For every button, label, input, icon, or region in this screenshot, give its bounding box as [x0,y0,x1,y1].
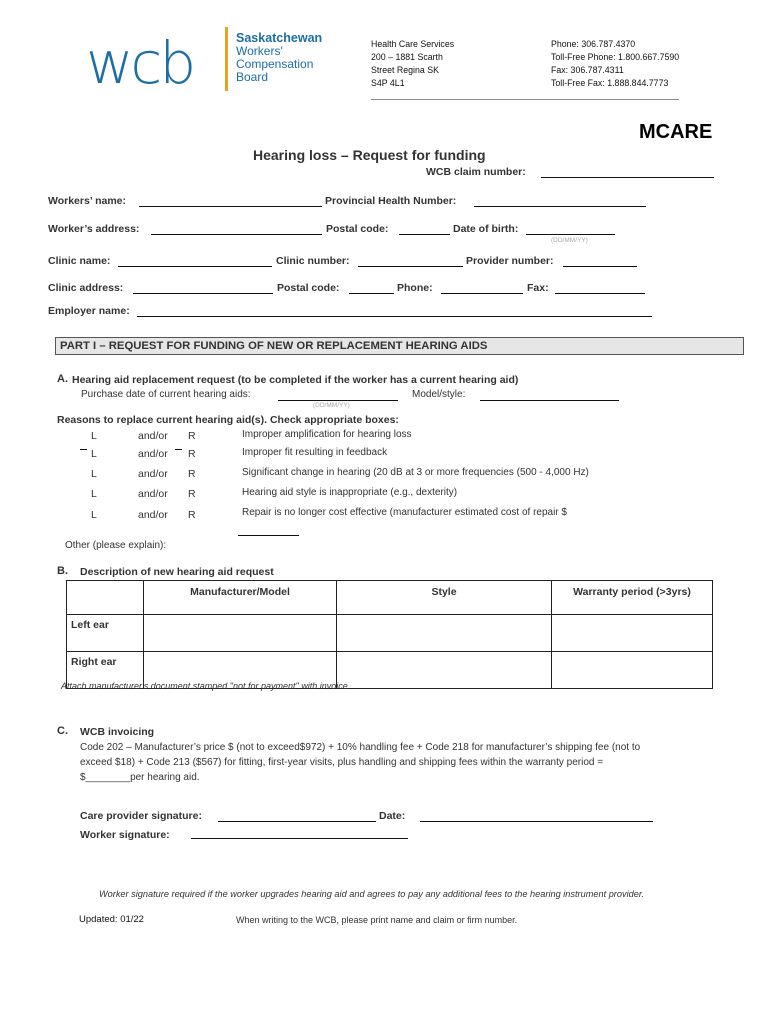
row-label-right-ear: Right ear [67,652,144,689]
invoice-text-line-2: exceed $18) + Code 213 ($567) for fitting, first-year visits, plus handling and shipping fees within the warranty period = [80,757,604,768]
part1-header [55,337,744,355]
andor-label: and/or [138,468,168,480]
purchase-date-label: Purchase date of current hearing aids: [81,389,251,400]
postal-code-label: Postal code: [326,223,389,235]
reasons-title: Reasons to replace current hearing aid(s). Check appropriate boxes: [57,414,399,426]
phone-label: Phone: [397,282,433,294]
dob-label: Date of birth: [453,223,519,235]
tick-mark [175,449,182,450]
org-line-4: Board [236,70,269,84]
amount-field[interactable]: $________ [80,772,131,783]
header-warranty: Warranty period (>3yrs) [552,581,713,615]
repair-cost-field[interactable] [238,535,299,536]
tick-mark [80,449,87,450]
org-line-3: Compensation [236,57,314,71]
footer-note: Worker signature required if the worker upgrades hearing aid and agrees to pay any additional fees to the hearing instrument provider. [99,889,645,899]
form-code: MCARE [639,121,713,143]
model-style-field[interactable] [480,400,619,401]
clinic-number-label: Clinic number: [276,255,350,267]
right-checkbox[interactable]: R [188,488,196,500]
other-label: Other (please explain): [65,540,167,551]
page-title: Hearing loss – Request for funding [253,147,486,163]
left-ear-manufacturer-cell[interactable] [144,615,337,652]
left-ear-style-cell[interactable] [337,615,552,652]
date-field[interactable] [420,821,653,822]
reason-text: Significant change in hearing (20 dB at 3 or more frequencies (500 - 4,000 Hz) [242,467,589,478]
care-signature-field[interactable] [218,821,376,822]
address-line: Health Care Services [371,39,455,49]
andor-label: and/or [138,430,168,442]
section-a-title: Hearing aid replacement request (to be completed if the worker has a current hearing aid) [72,374,519,386]
header-cell-empty [67,581,144,615]
andor-label: and/or [138,448,168,460]
contact-line: Toll-Free Fax: 1.888.844.7773 [551,78,669,88]
right-ear-style-cell[interactable] [337,652,552,689]
phone-field[interactable] [441,293,523,294]
andor-label: and/or [138,488,168,500]
table-header-row [67,581,713,615]
updated-date: Updated: 01/22 [79,914,144,925]
contact-line: Fax: 306.787.4311 [551,65,624,75]
left-checkbox[interactable]: L [91,509,97,521]
contact-line: Toll-Free Phone: 1.800.667.7590 [551,52,680,62]
provider-number-label: Provider number: [466,255,554,267]
care-signature-label: Care provider signature: [80,810,202,822]
right-checkbox[interactable]: R [188,430,196,442]
reason-text: Improper fit resulting in feedback [242,447,388,458]
contact-line: Phone: 306.787.4370 [551,39,636,49]
section-a-letter: A. [57,373,68,385]
part1-title: PART I – REQUEST FOR FUNDING OF NEW OR REPLACEMENT HEARING AIDS [60,340,488,352]
provider-number-field[interactable] [563,266,637,267]
reason-text: Repair is no longer cost effective (manufacturer estimated cost of repair $ [242,507,567,518]
header-style: Style [337,581,552,615]
claim-number-label: WCB claim number: [426,166,526,178]
section-b-title: Description of new hearing aid request [80,566,274,578]
hearing-aid-table [66,580,713,689]
invoice-text-line-3 [80,772,200,783]
model-style-label: Model/style: [412,389,466,400]
section-b-letter: B. [57,565,68,577]
date-label: Date: [379,810,406,822]
clinic-postal-field[interactable] [349,293,394,294]
address-line: Street Regina SK [371,65,439,75]
worker-address-field[interactable] [151,234,322,235]
attach-note: Attach manufacturer's document stamped "not for payment" with invoice. [61,681,351,691]
header-rule [371,99,679,100]
office-address [371,38,454,90]
reason-text: Improper amplification for hearing loss [242,429,412,440]
section-c-letter: C. [57,725,68,737]
invoice-text-line-1: Code 202 – Manufacturer’s price $ (not to exceed$972) + 10% handling fee + Code 218 for manufacturer’s shipping fee (not to [80,742,641,753]
reason-text: Hearing aid style is inappropriate (e.g., dexterity) [242,487,458,498]
dob-format-hint: (DD/MM/YY) [551,237,588,244]
clinic-address-field[interactable] [133,293,273,294]
row-label-left-ear: Left ear [67,615,144,652]
fax-field[interactable] [555,293,645,294]
clinic-number-field[interactable] [358,266,463,267]
worker-address-label: Worker’s address: [48,223,140,235]
table-row [67,615,713,652]
clinic-address-label: Clinic address: [48,282,124,294]
clinic-name-label: Clinic name: [48,255,111,267]
employer-field[interactable] [137,316,652,317]
left-ear-warranty-cell[interactable] [552,615,713,652]
right-ear-warranty-cell[interactable] [552,652,713,689]
left-checkbox[interactable]: L [91,468,97,480]
dob-field[interactable] [526,234,615,235]
right-checkbox[interactable]: R [188,509,196,521]
health-number-field[interactable] [474,206,646,207]
left-checkbox[interactable]: L [91,488,97,500]
wcb-logo: wcb [86,29,194,97]
fax-label: Fax: [527,282,549,294]
claim-number-field[interactable] [541,177,714,178]
per-aid-text: per hearing aid. [130,772,200,783]
address-line: 200 – 1881 Scarth [371,52,443,62]
org-line-1: Saskatchewan [236,31,323,45]
header-manufacturer: Manufacturer/Model [144,581,337,615]
contact-numbers [551,38,679,90]
worker-signature-label: Worker signature: [80,829,170,841]
left-checkbox[interactable]: L [91,430,97,442]
org-name [236,32,322,84]
andor-label: and/or [138,509,168,521]
postal-code-field[interactable] [399,234,450,235]
workers-name-label: Workers’ name: [48,195,127,207]
employer-label: Employer name: [48,305,130,317]
worker-signature-field[interactable] [191,838,408,839]
logo-divider [225,27,228,91]
clinic-postal-label: Postal code: [277,282,340,294]
print-note: When writing to the WCB, please print name and claim or firm number. [236,915,518,925]
right-checkbox[interactable]: R [188,448,196,460]
org-line-2: Workers' [236,44,283,58]
left-checkbox[interactable]: L [91,448,97,460]
purchase-date-field[interactable] [278,400,398,401]
purchase-date-format: (DD/MM/YY) [313,402,350,409]
clinic-name-field[interactable] [118,266,272,267]
health-number-label: Provincial Health Number: [325,195,457,207]
right-checkbox[interactable]: R [188,468,196,480]
workers-name-field[interactable] [139,206,322,207]
address-line: S4P 4L1 [371,78,405,88]
section-c-title: WCB invoicing [80,726,155,738]
